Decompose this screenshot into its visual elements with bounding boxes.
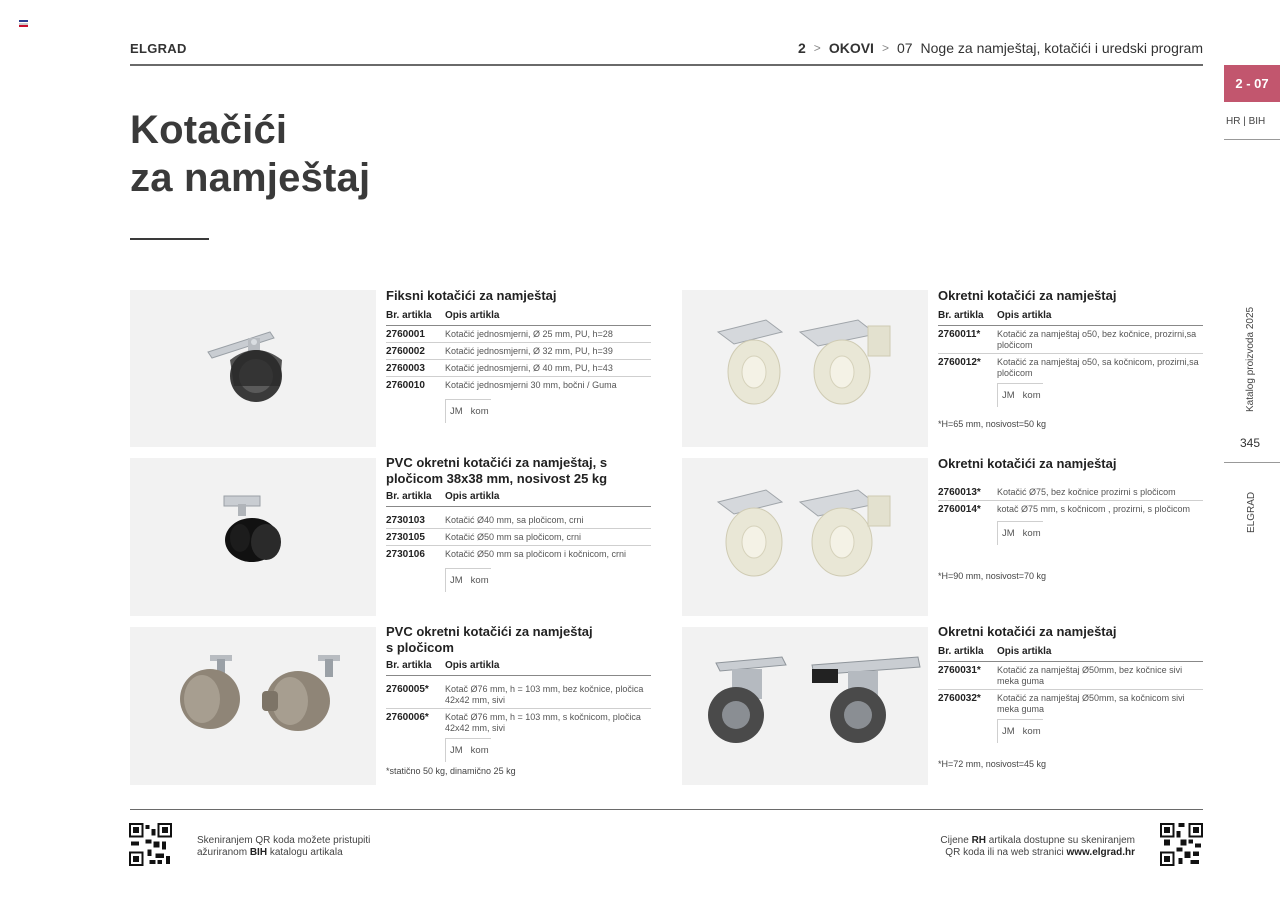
article-description: Kotačić za namještaj Ø50mm, sa kočnicom sivi meka guma: [997, 693, 1185, 714]
unit-label: JM: [450, 745, 463, 756]
footer-right-line-1: [940, 835, 1135, 847]
column-header-description: Opis artikla: [997, 310, 1052, 321]
footer-left-line-1: Skeniranjem QR koda možete pristupiti: [197, 835, 371, 846]
breadcrumb-chapter-number: 2: [798, 40, 806, 56]
footer-country: BIH: [249, 847, 268, 858]
unit-label: JM: [450, 575, 463, 586]
unit-box: [445, 399, 491, 423]
footer-text: katalogu artikala: [267, 847, 343, 858]
footer-left-line-2: [197, 847, 370, 859]
language-flag-icon: [19, 20, 28, 27]
table-row: [386, 709, 651, 736]
footer-text: ažuriranom: [197, 847, 250, 858]
product-block-clear-75: [938, 456, 1203, 581]
product-image-grey-casters: [130, 627, 376, 785]
breadcrumb: [798, 40, 1203, 56]
product-title: Okretni kotačići za namještaj: [938, 288, 1117, 303]
article-code: 2730105: [386, 532, 425, 543]
article-description: Kotačić za namještaj Ø50mm, bez kočnice sivi meka guma: [997, 665, 1183, 686]
product-title: Okretni kotačići za namještaj: [938, 624, 1117, 639]
unit-value: kom: [1022, 390, 1041, 401]
product-image-clear-casters-75: [682, 458, 928, 616]
catalog-label: Katalog proizvoda 2025: [1245, 306, 1256, 412]
table-header: [938, 646, 1203, 662]
website-link[interactable]: www.elgrad.hr: [1066, 847, 1135, 858]
table-row: [386, 377, 651, 393]
column-header-code: Br. artikla: [386, 310, 432, 321]
product-title: Fiksni kotačići za namještaj: [386, 288, 557, 303]
article-code: 2760032*: [938, 693, 981, 704]
product-title: PVC okretni kotačići za namještaj s pločicom: [386, 624, 593, 655]
section-tab: 2 - 07: [1224, 65, 1280, 102]
article-code: 2760006*: [386, 712, 429, 723]
footer-text: QR koda ili na web stranici: [945, 847, 1067, 858]
unit-box: [997, 521, 1043, 545]
product-block-pvc-38: [386, 455, 651, 592]
table-row: [386, 343, 651, 360]
chevron-right-icon: >: [813, 41, 821, 55]
article-code: 2760012*: [938, 357, 981, 368]
table-row: [386, 676, 651, 709]
unit-label: JM: [1002, 528, 1015, 539]
footer-text: Cijene: [940, 835, 972, 846]
footer-country: RH: [971, 835, 987, 846]
table-header: [386, 310, 651, 326]
page-title-line-2: za namještaj: [130, 156, 371, 200]
article-code: 2760003: [386, 363, 425, 374]
article-description: kotač Ø75 mm, s kočnicom , prozirni, s pločicom: [997, 504, 1191, 514]
table-header: [386, 491, 651, 507]
product-block-clear-50: [938, 288, 1203, 429]
product-block-fixed-casters: [386, 288, 651, 423]
column-header-code: Br. artikla: [938, 646, 984, 657]
qr-code-icon[interactable]: [1160, 823, 1203, 866]
article-description: Kotačić jednosmjerni, Ø 25 mm, PU, h=28: [445, 329, 613, 339]
table-row: [386, 360, 651, 377]
article-description: Kotačić jednosmjerni, Ø 32 mm, PU, h=39: [445, 346, 613, 356]
page-title-line-1: Kotačići: [130, 108, 288, 152]
unit-box: [997, 719, 1043, 743]
table-row: [938, 690, 1203, 717]
unit-box: [997, 383, 1043, 407]
article-code: 2760001: [386, 329, 425, 340]
product-note: *H=90 mm, nosivost=70 kg: [938, 571, 1047, 581]
breadcrumb-subsection: Noge za namještaj, kotačići i uredski program: [920, 40, 1203, 56]
table-row: [938, 354, 1203, 381]
product-note: *statično 50 kg, dinamično 25 kg: [386, 766, 516, 776]
article-description: Kotačić jednosmjerni, Ø 40 mm, PU, h=43: [445, 363, 613, 373]
article-description: Kotačić Ø40 mm, sa pločicom, crni: [445, 515, 584, 525]
article-code: 2760011*: [938, 329, 981, 340]
table-row: [938, 662, 1203, 690]
product-image-rubber-casters: [682, 627, 928, 785]
product-title: PVC okretni kotačići za namještaj, s pločicom 38x38 mm, nosivost 25 kg: [386, 455, 608, 486]
unit-box: [445, 738, 491, 762]
article-code: 2760014*: [938, 504, 981, 515]
article-code: 2730103: [386, 515, 425, 526]
article-code: 2760010: [386, 380, 425, 391]
brand-name: ELGRAD: [130, 41, 187, 56]
table-row: [938, 501, 1203, 517]
language-label: HR | BIH: [1224, 116, 1280, 140]
unit-value: kom: [470, 745, 489, 756]
page-header: [130, 40, 1203, 66]
table-row: [386, 546, 651, 562]
footer-right-line-2: [940, 847, 1135, 859]
unit-value: kom: [1022, 528, 1041, 539]
article-description: Kotačić za namještaj o50, sa kočnicom, prozirni,sa pločicom: [997, 357, 1199, 378]
table-header: [386, 660, 651, 676]
product-image-clear-casters-50: [682, 290, 928, 447]
article-code: 2730106: [386, 549, 425, 560]
article-description: Kotačić Ø50 mm sa pločicom, crni: [445, 532, 582, 542]
product-title: Okretni kotačići za namještaj: [938, 456, 1117, 471]
article-description: Kotač Ø76 mm, h = 103 mm, s kočnicom, pločica 42x42 mm, sivi: [445, 712, 641, 733]
product-note: *H=65 mm, nosivost=50 kg: [938, 419, 1047, 429]
article-description: Kotač Ø76 mm, h = 103 mm, bez kočnice, pločica 42x42 mm, sivi: [445, 684, 644, 705]
column-header-code: Br. artikla: [386, 491, 432, 502]
footer-right-text: [940, 835, 1135, 859]
unit-value: kom: [1022, 726, 1041, 737]
product-block-rubber: [938, 624, 1203, 769]
article-code: 2760031*: [938, 665, 981, 676]
breadcrumb-section: OKOVI: [828, 40, 874, 56]
article-code: 2760005*: [386, 684, 429, 695]
footer-left-text: [197, 835, 370, 859]
article-description: Kotačić jednosmjerni 30 mm, bočni / Guma: [445, 380, 617, 390]
table-header: [938, 310, 1203, 326]
qr-code-icon[interactable]: [129, 823, 172, 866]
page-number: 345: [1224, 436, 1280, 463]
product-block-pvc-grey: [386, 624, 651, 776]
product-image-fixed-caster: [130, 290, 376, 447]
table-row: [938, 326, 1203, 354]
column-header-code: Br. artikla: [938, 310, 984, 321]
unit-label: JM: [1002, 390, 1015, 401]
table-row: [386, 326, 651, 343]
article-description: Kotačić Ø75, bez kočnice prozirni s pločicom: [997, 487, 1176, 497]
title-divider: [130, 238, 209, 240]
article-code: 2760002: [386, 346, 425, 357]
column-header-description: Opis artikla: [445, 660, 500, 671]
article-description: Kotačić za namještaj o50, bez kočnice, prozirni,sa pločicom: [997, 329, 1197, 350]
unit-value: kom: [470, 406, 489, 417]
unit-box: [445, 568, 491, 592]
footer-text: artikala dostupne su skeniranjem: [986, 835, 1135, 846]
column-header-description: Opis artikla: [997, 646, 1052, 657]
breadcrumb-sub-number: 07: [896, 40, 913, 56]
article-code: 2760013*: [938, 487, 981, 498]
unit-label: JM: [450, 406, 463, 417]
table-row: [938, 484, 1203, 501]
product-image-black-caster: [130, 458, 376, 616]
article-description: Kotačić Ø50 mm sa pločicom i kočnicom, crni: [445, 549, 627, 559]
chevron-right-icon: >: [881, 41, 889, 55]
column-header-description: Opis artikla: [445, 491, 500, 502]
table-row: [386, 529, 651, 546]
product-note: *H=72 mm, nosivost=45 kg: [938, 759, 1047, 769]
column-header-description: Opis artikla: [445, 310, 500, 321]
table-row: [386, 507, 651, 529]
column-header-code: Br. artikla: [386, 660, 432, 671]
footer-divider: [130, 809, 1203, 810]
unit-label: JM: [1002, 726, 1015, 737]
unit-value: kom: [470, 575, 489, 586]
page-title: [130, 106, 370, 202]
sidebar-brand: ELGRAD: [1246, 491, 1257, 533]
